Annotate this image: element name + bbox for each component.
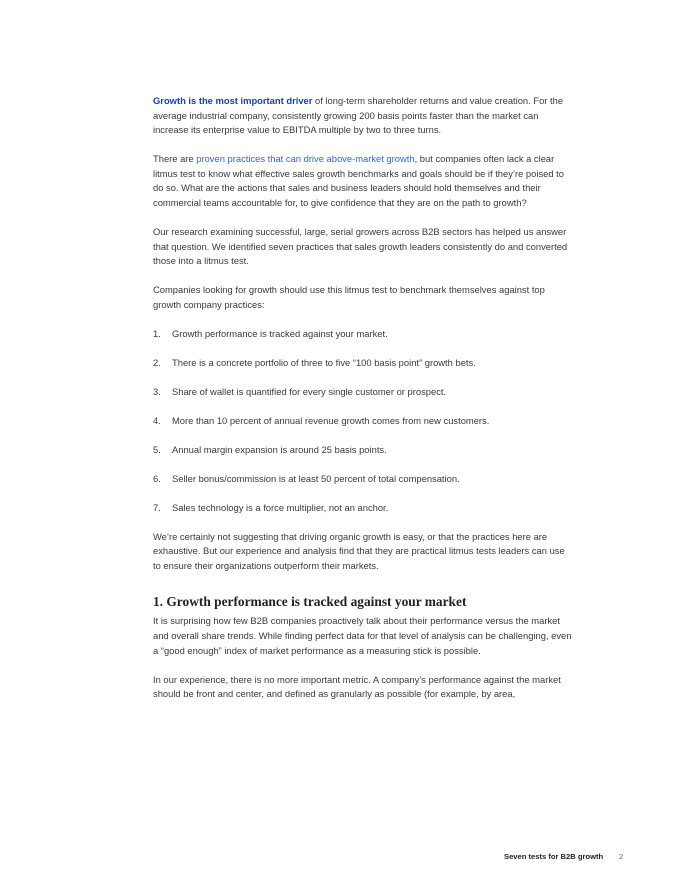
intro-lead-text: Growth is the most important driver bbox=[153, 95, 313, 106]
list-item-number: 2. bbox=[153, 356, 161, 368]
list-item-number: 1. bbox=[153, 327, 161, 339]
list-item-text: Seller bonus/commission is at least 50 percent of total compensation. bbox=[172, 472, 460, 484]
list-item-number: 5. bbox=[153, 443, 161, 455]
list-item-text: Sales technology is a force multiplier, not an anchor. bbox=[172, 501, 389, 513]
list-item bbox=[153, 472, 573, 487]
intro-paragraph-3: Our research examining successful, large, serial growers across B2B sectors has helped us answer that question. We identified seven practices that sales growth leaders consistently do and converted those into a litmus test. bbox=[153, 225, 568, 267]
list-item bbox=[153, 356, 573, 371]
list-item bbox=[153, 327, 573, 342]
section-1-paragraph-2: In our experience, there is no more important metric. A company’s performance against the market should be front and center, and defined as granularly as possible (for example, by area, bbox=[153, 673, 561, 700]
list-item bbox=[153, 385, 573, 400]
article-body bbox=[153, 94, 573, 716]
list-item bbox=[153, 501, 573, 516]
intro-paragraph-4: Companies looking for growth should use this litmus test to benchmark themselves against top growth company practices: bbox=[153, 284, 545, 310]
list-item-number: 3. bbox=[153, 385, 161, 397]
intro-paragraph-2 bbox=[153, 152, 573, 210]
page-number: 2 bbox=[619, 852, 624, 861]
list-item-number: 6. bbox=[153, 472, 161, 484]
list-item-text: Share of wallet is quantified for every single customer or prospect. bbox=[172, 385, 447, 397]
list-item-number: 4. bbox=[153, 414, 161, 426]
litmus-test-list bbox=[153, 327, 573, 516]
footer-title: Seven tests for B2B growth bbox=[504, 852, 604, 861]
list-item-text: Annual margin expansion is around 25 basis points. bbox=[172, 443, 387, 455]
section-1-paragraph-1: It is surprising how few B2B companies proactively talk about their performance versus the market and overall share trends. While finding perfect data for that level of analysis can be challenging, even a “good enough” index of market performance as a measuring stick is possible. bbox=[153, 615, 572, 656]
intro-paragraph-2-after: , but companies often lack a clear litmus test to know what effective sales growth benchmarks and goals should be if they’re poised to do so. What are the actions that sales and business leaders should hold themselves and their commercial teams accountable for, to give confidence that they are on the path to growth? bbox=[153, 153, 564, 208]
intro-paragraph-1 bbox=[153, 94, 573, 138]
intro-paragraph-1-text: of long-term shareholder returns and value creation. For the average industrial company, consistently growing 200 basis points faster than the market can increase its enterprise value to EBITDA multiple by two to three turns. bbox=[153, 95, 564, 136]
list-item-number: 7. bbox=[153, 501, 161, 513]
list-item bbox=[153, 443, 573, 458]
proven-practices-link[interactable]: proven practices that can drive above-market growth bbox=[196, 153, 415, 165]
list-item bbox=[153, 414, 573, 429]
closing-paragraph: We’re certainly not suggesting that driving organic growth is easy, or that the practices here are exhaustive. But our experience and analysis find that they are practical litmus tests leaders can use to ensure their organizations outperform their markets. bbox=[153, 530, 565, 571]
list-item-text: Growth performance is tracked against your market. bbox=[172, 327, 388, 339]
list-item-text: More than 10 percent of annual revenue growth comes from new customers. bbox=[172, 414, 490, 426]
intro-paragraph-2-before: There are bbox=[153, 153, 197, 165]
list-item-text: There is a concrete portfolio of three to five “100 basis point” growth bets. bbox=[172, 356, 476, 368]
section-1-heading: 1. Growth performance is tracked against your market bbox=[153, 594, 467, 610]
